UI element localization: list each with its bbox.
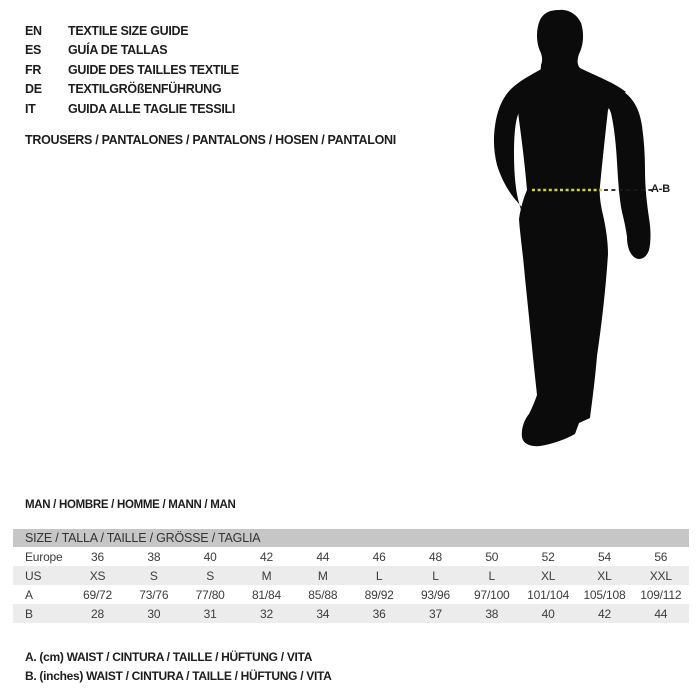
footnotes <box>25 648 332 686</box>
size-cell: 44 <box>633 604 689 623</box>
size-cell: 46 <box>372 549 386 564</box>
language-row-es <box>25 41 239 61</box>
size-cell: 48 <box>428 549 442 564</box>
size-cell: S <box>126 566 182 585</box>
size-cell: S <box>182 566 238 585</box>
size-cell: 36 <box>91 549 104 564</box>
size-cell: 54 <box>597 549 611 564</box>
size-table <box>13 529 689 623</box>
size-cell: 38 <box>147 549 161 564</box>
size-table-body <box>13 547 689 623</box>
size-cell: 105/108 <box>583 587 626 602</box>
size-cell: L <box>407 566 463 585</box>
language-label: GUIDA ALLE TAGLIE TESSILI <box>68 101 236 116</box>
man-silhouette-graphic <box>493 8 663 453</box>
size-cell: M <box>238 566 294 585</box>
table-row <box>13 547 689 566</box>
size-cell: 40 <box>520 604 576 623</box>
size-cell: 81/84 <box>251 587 281 602</box>
size-cell: L <box>464 566 520 585</box>
size-cell: 36 <box>351 604 407 623</box>
language-code: DE <box>25 82 42 97</box>
size-cell: 30 <box>126 604 182 623</box>
size-cell: XXL <box>633 566 689 585</box>
size-cell: 93/96 <box>420 587 450 602</box>
size-cell: 97/100 <box>474 587 510 602</box>
row-label: A <box>25 587 33 602</box>
size-cell: 101/104 <box>527 587 570 602</box>
footnote-a: A. (cm) WAIST / CINTURA / TAILLE / HÜFTUNG / VITA <box>25 650 313 664</box>
size-cell: 69/72 <box>82 587 112 602</box>
size-cell: 37 <box>407 604 463 623</box>
size-cell: 109/112 <box>640 587 682 602</box>
language-label: TEXTILGRÖßENFÜHRUNG <box>68 82 222 97</box>
row-label: US <box>13 566 69 585</box>
size-cell: 31 <box>182 604 238 623</box>
language-label: TEXTILE SIZE GUIDE <box>68 23 189 38</box>
language-code: IT <box>25 101 36 116</box>
table-row <box>13 566 689 585</box>
size-cell: M <box>295 566 351 585</box>
size-cell: 44 <box>316 549 330 564</box>
language-row-it <box>25 99 239 119</box>
man-silhouette <box>493 8 663 453</box>
language-label: GUÍA DE TALLAS <box>68 43 168 58</box>
size-cell: 85/88 <box>308 587 338 602</box>
size-cell: L <box>351 566 407 585</box>
row-label: Europe <box>25 549 63 564</box>
table-row <box>13 585 689 604</box>
size-cell: 73/76 <box>139 587 169 602</box>
size-cell: 42 <box>576 604 632 623</box>
language-row-de <box>25 80 239 100</box>
language-code: EN <box>25 23 42 38</box>
size-cell: XL <box>520 566 576 585</box>
size-cell: 42 <box>260 549 273 564</box>
size-cell: 50 <box>485 549 499 564</box>
footnote-b: B. (inches) WAIST / CINTURA / TAILLE / HÜFTUNG / VITA <box>25 669 332 683</box>
size-cell: XL <box>576 566 632 585</box>
language-label: GUIDE DES TAILLES TEXTILE <box>68 62 239 77</box>
measure-label-ab: A-B <box>651 183 670 195</box>
row-label: B <box>13 604 69 623</box>
size-cell: 38 <box>464 604 520 623</box>
table-header-row <box>13 529 689 547</box>
language-list <box>25 21 239 119</box>
language-row-en <box>25 21 239 41</box>
section-title-man: MAN / HOMBRE / HOMME / MANN / MAN <box>25 499 236 511</box>
category-title: TROUSERS / PANTALONES / PANTALONS / HOSEN / PANTALONI <box>25 133 396 147</box>
size-cell: 77/80 <box>195 587 225 602</box>
size-cell: 52 <box>541 549 555 564</box>
language-row-fr <box>25 60 239 80</box>
size-cell: XS <box>69 566 125 585</box>
table-header: SIZE / TALLA / TAILLE / GRÖSSE / TAGLIA <box>13 529 689 547</box>
size-cell: 34 <box>295 604 351 623</box>
language-code: FR <box>25 62 42 77</box>
size-cell: 32 <box>238 604 294 623</box>
table-row <box>13 604 689 623</box>
size-cell: 28 <box>69 604 125 623</box>
size-cell: 89/92 <box>364 587 394 602</box>
size-cell: 56 <box>654 549 668 564</box>
size-cell: 40 <box>203 549 217 564</box>
language-code: ES <box>25 43 42 58</box>
